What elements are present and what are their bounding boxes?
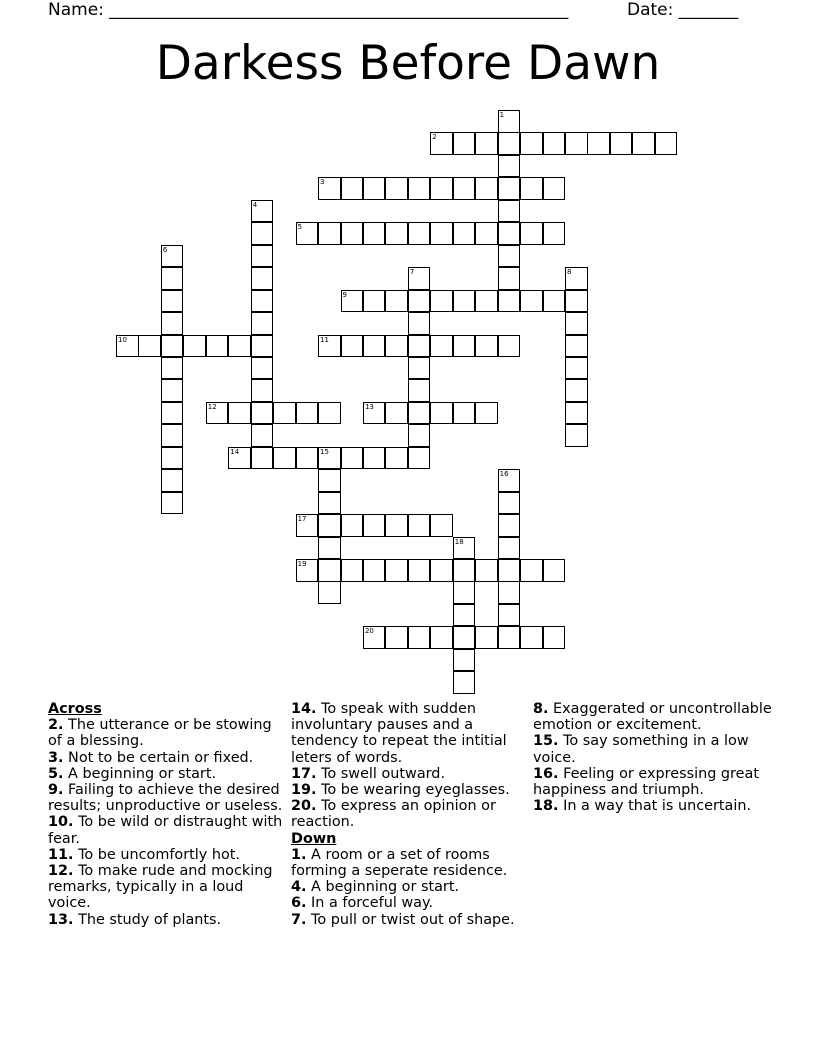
puzzle-title: Darkess Before Dawn [155, 36, 661, 91]
clue-number: 14. [291, 701, 317, 717]
grid-cell[interactable] [498, 132, 521, 155]
grid-cell[interactable] [565, 379, 588, 402]
down-clue [291, 895, 523, 911]
grid-cell[interactable] [363, 222, 386, 245]
grid-cell[interactable] [318, 514, 341, 537]
grid-cell[interactable] [385, 514, 408, 537]
grid-cell[interactable] [408, 335, 431, 358]
grid-cell[interactable] [408, 379, 431, 402]
clue-number: 20. [291, 798, 317, 815]
cell-number: 4 [252, 200, 258, 209]
grid-cell[interactable] [475, 222, 498, 245]
down-clue [291, 879, 523, 895]
grid-cell[interactable] [565, 335, 588, 358]
grid-cell[interactable] [183, 335, 206, 358]
grid-cell[interactable] [453, 626, 476, 649]
grid-cell[interactable] [498, 626, 521, 649]
grid-cell[interactable] [363, 177, 386, 200]
grid-cell[interactable] [408, 312, 431, 335]
cell-number: 3 [320, 178, 325, 187]
across-clue [291, 782, 523, 798]
across-clue [48, 912, 284, 928]
grid-cell[interactable] [341, 222, 364, 245]
across-clue [48, 863, 284, 912]
down-heading: Down [291, 830, 337, 847]
grid-cell[interactable] [363, 447, 386, 470]
grid-cell[interactable] [408, 402, 431, 425]
grid-cell[interactable] [475, 335, 498, 358]
across-clue [48, 782, 284, 814]
grid-cell[interactable] [498, 559, 521, 582]
grid-cell[interactable] [385, 402, 408, 425]
grid-cell[interactable] [251, 402, 274, 425]
grid-cell[interactable] [453, 604, 476, 627]
cell-number: 19 [297, 560, 307, 568]
clue-text: A beginning or start. [63, 765, 217, 782]
across-clues [48, 701, 284, 928]
clue-text: A beginning or start. [306, 879, 460, 896]
grid-cell[interactable] [498, 222, 521, 245]
grid-cell[interactable] [498, 200, 521, 223]
across-clue [291, 798, 523, 830]
clue-number: 18. [533, 798, 559, 815]
clue-text: To say something in a low voice. [533, 733, 749, 766]
clue-number: 12. [48, 863, 74, 880]
grid-cell[interactable] [341, 514, 364, 537]
clue-text: To express an opinion or reaction. [291, 798, 496, 831]
cell-number: 9 [342, 290, 347, 299]
cell-number: 2 [432, 133, 437, 142]
clue-text: Exaggerated or uncontrollable emotion or excitement. [533, 701, 772, 734]
clue-number: 2. [48, 717, 64, 734]
grid-cell[interactable] [453, 402, 476, 425]
grid-cell[interactable] [430, 402, 453, 425]
grid-cell[interactable] [430, 290, 453, 313]
grid-cell[interactable] [363, 335, 386, 358]
grid-cell[interactable] [453, 649, 476, 672]
grid-cell[interactable] [363, 514, 386, 537]
grid-cell[interactable] [318, 402, 341, 425]
across-clue [48, 847, 284, 863]
grid-cell[interactable] [296, 447, 319, 470]
grid-cell[interactable] [341, 177, 364, 200]
grid-cell[interactable] [565, 424, 588, 447]
clue-text: In a way that is uncertain. [558, 798, 752, 815]
grid-cell[interactable] [318, 492, 341, 515]
clue-text: The study of plants. [73, 911, 222, 928]
grid-cell[interactable] [453, 222, 476, 245]
grid-cell[interactable] [408, 177, 431, 200]
grid-cell[interactable] [430, 559, 453, 582]
grid-cell[interactable] [408, 222, 431, 245]
grid-cell[interactable] [543, 626, 566, 649]
grid-cell[interactable] [341, 335, 364, 358]
grid-cell[interactable] [520, 559, 543, 582]
grid-cell[interactable] [430, 626, 453, 649]
grid-cell[interactable] [543, 559, 566, 582]
across-clue [48, 814, 284, 846]
clue-text: To be wearing eyeglasses. [316, 782, 510, 799]
cell-number: 18 [454, 537, 464, 546]
grid-cell[interactable] [610, 132, 633, 155]
across-clue [291, 766, 523, 782]
clue-text: To make rude and mocking remarks, typically in a loud voice. [48, 863, 273, 912]
grid-cell[interactable] [520, 132, 543, 155]
clue-number: 11. [48, 846, 74, 863]
cell-number: 16 [499, 470, 509, 479]
grid-cell[interactable] [475, 177, 498, 200]
grid-cell[interactable] [520, 290, 543, 313]
clue-number: 9. [48, 782, 64, 799]
grid-cell[interactable] [251, 222, 274, 245]
grid-cell[interactable] [498, 177, 521, 200]
grid-cell[interactable] [228, 402, 251, 425]
grid-cell[interactable] [453, 335, 476, 358]
grid-cell[interactable] [475, 559, 498, 582]
grid-cell[interactable] [385, 177, 408, 200]
across-clue [48, 750, 284, 766]
grid-cell[interactable] [318, 469, 341, 492]
clue-text: In a forceful way. [306, 895, 434, 912]
clue-text: To pull or twist out of shape. [306, 911, 515, 928]
grid-cell[interactable] [565, 402, 588, 425]
grid-cell[interactable] [161, 469, 184, 492]
clue-text: To be uncomfortly hot. [73, 846, 240, 863]
grid-cell[interactable] [632, 132, 655, 155]
grid-cell[interactable] [408, 514, 431, 537]
across-clue [48, 766, 284, 782]
grid-cell[interactable] [251, 245, 274, 268]
grid-cell[interactable] [475, 290, 498, 313]
grid-cell[interactable] [498, 492, 521, 515]
cell-number: 6 [162, 245, 168, 254]
grid-cell[interactable] [161, 335, 184, 358]
grid-cell[interactable] [408, 424, 431, 447]
grid-cell[interactable] [385, 559, 408, 582]
clue-number: 19. [291, 782, 317, 799]
grid-cell[interactable] [138, 335, 161, 358]
grid-cell[interactable] [453, 581, 476, 604]
grid-cell[interactable] [543, 222, 566, 245]
grid-cell[interactable] [543, 132, 566, 155]
clue-number: 17. [291, 765, 317, 782]
grid-cell[interactable] [161, 290, 184, 313]
grid-cell[interactable] [520, 626, 543, 649]
clue-text: To swell outward. [316, 765, 446, 782]
grid-cell[interactable] [453, 132, 476, 155]
grid-cell[interactable] [430, 177, 453, 200]
grid-cell[interactable] [273, 402, 296, 425]
down-clue [533, 766, 773, 798]
cell-number: 13 [364, 402, 374, 411]
grid-cell[interactable] [341, 447, 364, 470]
grid-cell[interactable] [251, 424, 274, 447]
grid-cell[interactable] [565, 357, 588, 380]
grid-cell[interactable] [587, 132, 610, 155]
clues-column-2 [291, 701, 523, 928]
grid-cell[interactable] [408, 357, 431, 380]
grid-cell[interactable] [520, 222, 543, 245]
grid-cell[interactable] [251, 447, 274, 470]
grid-cell[interactable] [318, 537, 341, 560]
clue-text: The utterance or be stowing of a blessing. [48, 717, 272, 750]
clue-text: To speak with sudden involuntary pauses and a tendency to repeat the intitial leters of words. [291, 701, 507, 766]
clue-text: Failing to achieve the desired results; unproductive or useless. [48, 782, 283, 815]
down-clue [291, 847, 523, 879]
grid-cell[interactable] [475, 626, 498, 649]
grid-cell[interactable] [251, 267, 274, 290]
grid-cell[interactable] [453, 559, 476, 582]
grid-cell[interactable] [655, 132, 678, 155]
grid-cell[interactable] [498, 537, 521, 560]
grid-cell[interactable] [161, 312, 184, 335]
down-clue [533, 733, 773, 765]
grid-cell[interactable] [251, 290, 274, 313]
cell-number: 10 [118, 335, 127, 344]
grid-cell[interactable] [251, 312, 274, 335]
grid-cell[interactable] [565, 312, 588, 335]
grid-cell[interactable] [318, 581, 341, 604]
clue-number: 1. [291, 846, 307, 863]
grid-cell[interactable] [498, 290, 521, 313]
across-clue [291, 701, 523, 766]
clue-number: 10. [48, 814, 74, 831]
down-clue [533, 798, 773, 814]
date-field[interactable]: Date: _______ [627, 0, 739, 20]
cell-number: 1 [499, 111, 505, 119]
clue-number: 5. [48, 765, 64, 782]
grid-cell[interactable] [498, 267, 521, 290]
name-field[interactable]: Name: ______________________________________________________ [48, 0, 569, 20]
grid-cell[interactable] [296, 402, 319, 425]
clue-text: Feeling or expressing great happiness and triumph. [533, 765, 759, 799]
cell-number: 11 [320, 335, 329, 344]
cell-number: 14 [230, 447, 240, 456]
cell-number: 8 [567, 268, 572, 277]
grid-cell[interactable] [430, 514, 453, 537]
grid-cell[interactable] [318, 559, 341, 582]
grid-cell[interactable] [363, 559, 386, 582]
grid-cell[interactable] [498, 155, 521, 178]
across-clue [48, 717, 284, 749]
grid-cell[interactable] [498, 245, 521, 268]
grid-cell[interactable] [408, 559, 431, 582]
grid-cell[interactable] [385, 290, 408, 313]
grid-cell[interactable] [543, 177, 566, 200]
grid-cell[interactable] [475, 132, 498, 155]
clue-number: 6. [291, 895, 307, 912]
clue-number: 8. [533, 701, 549, 717]
grid-cell[interactable] [565, 132, 588, 155]
grid-cell[interactable] [385, 222, 408, 245]
grid-cell[interactable] [430, 335, 453, 358]
grid-cell[interactable] [318, 222, 341, 245]
clue-number: 13. [48, 911, 74, 928]
grid-cell[interactable] [273, 447, 296, 470]
grid-cell[interactable] [430, 222, 453, 245]
grid-cell[interactable] [520, 177, 543, 200]
grid-cell[interactable] [408, 447, 431, 470]
grid-cell[interactable] [251, 335, 274, 358]
clue-number: 16. [533, 765, 559, 782]
clue-number: 15. [533, 733, 559, 750]
clue-number: 4. [291, 879, 307, 896]
grid-cell[interactable] [161, 357, 184, 380]
grid-cell[interactable] [408, 626, 431, 649]
grid-cell[interactable] [498, 514, 521, 537]
grid-cell[interactable] [453, 671, 476, 694]
grid-cell[interactable] [161, 402, 184, 425]
grid-cell[interactable] [341, 559, 364, 582]
grid-cell[interactable] [475, 402, 498, 425]
cell-number: 12 [207, 402, 217, 411]
cell-number: 15 [320, 447, 329, 456]
grid-cell[interactable] [565, 290, 588, 313]
grid-cell[interactable] [206, 335, 229, 358]
grid-cell[interactable] [498, 604, 521, 627]
grid-cell[interactable] [453, 290, 476, 313]
clue-number: 3. [48, 749, 64, 766]
grid-cell[interactable] [543, 290, 566, 313]
grid-cell[interactable] [385, 447, 408, 470]
grid-cell[interactable] [385, 626, 408, 649]
grid-cell[interactable] [408, 290, 431, 313]
grid-cell[interactable] [498, 581, 521, 604]
grid-cell[interactable] [363, 290, 386, 313]
grid-cell[interactable] [161, 447, 184, 470]
clue-text: Not to be certain or fixed. [63, 749, 254, 766]
down-clue [291, 912, 523, 928]
grid-cell[interactable] [161, 267, 184, 290]
clue-number: 7. [291, 911, 307, 928]
grid-cell[interactable] [453, 177, 476, 200]
grid-cell[interactable] [498, 335, 521, 358]
grid-cell[interactable] [161, 492, 184, 515]
across-heading: Across [48, 701, 102, 717]
grid-cell[interactable] [161, 424, 184, 447]
clue-text: To be wild or distraught with fear. [48, 814, 283, 847]
grid-cell[interactable] [385, 335, 408, 358]
down-clue [533, 701, 773, 733]
grid-cell[interactable] [228, 335, 251, 358]
cell-number: 20 [364, 627, 374, 636]
cell-number: 7 [409, 268, 415, 277]
clues-column-3 [533, 701, 773, 814]
clue-text: A room or a set of rooms forming a seperate residence. [291, 846, 508, 880]
grid-cell[interactable] [251, 379, 274, 402]
grid-cell[interactable] [161, 379, 184, 402]
cell-number: 5 [297, 223, 303, 232]
grid-cell[interactable] [251, 357, 274, 380]
cell-number: 17 [297, 515, 307, 524]
